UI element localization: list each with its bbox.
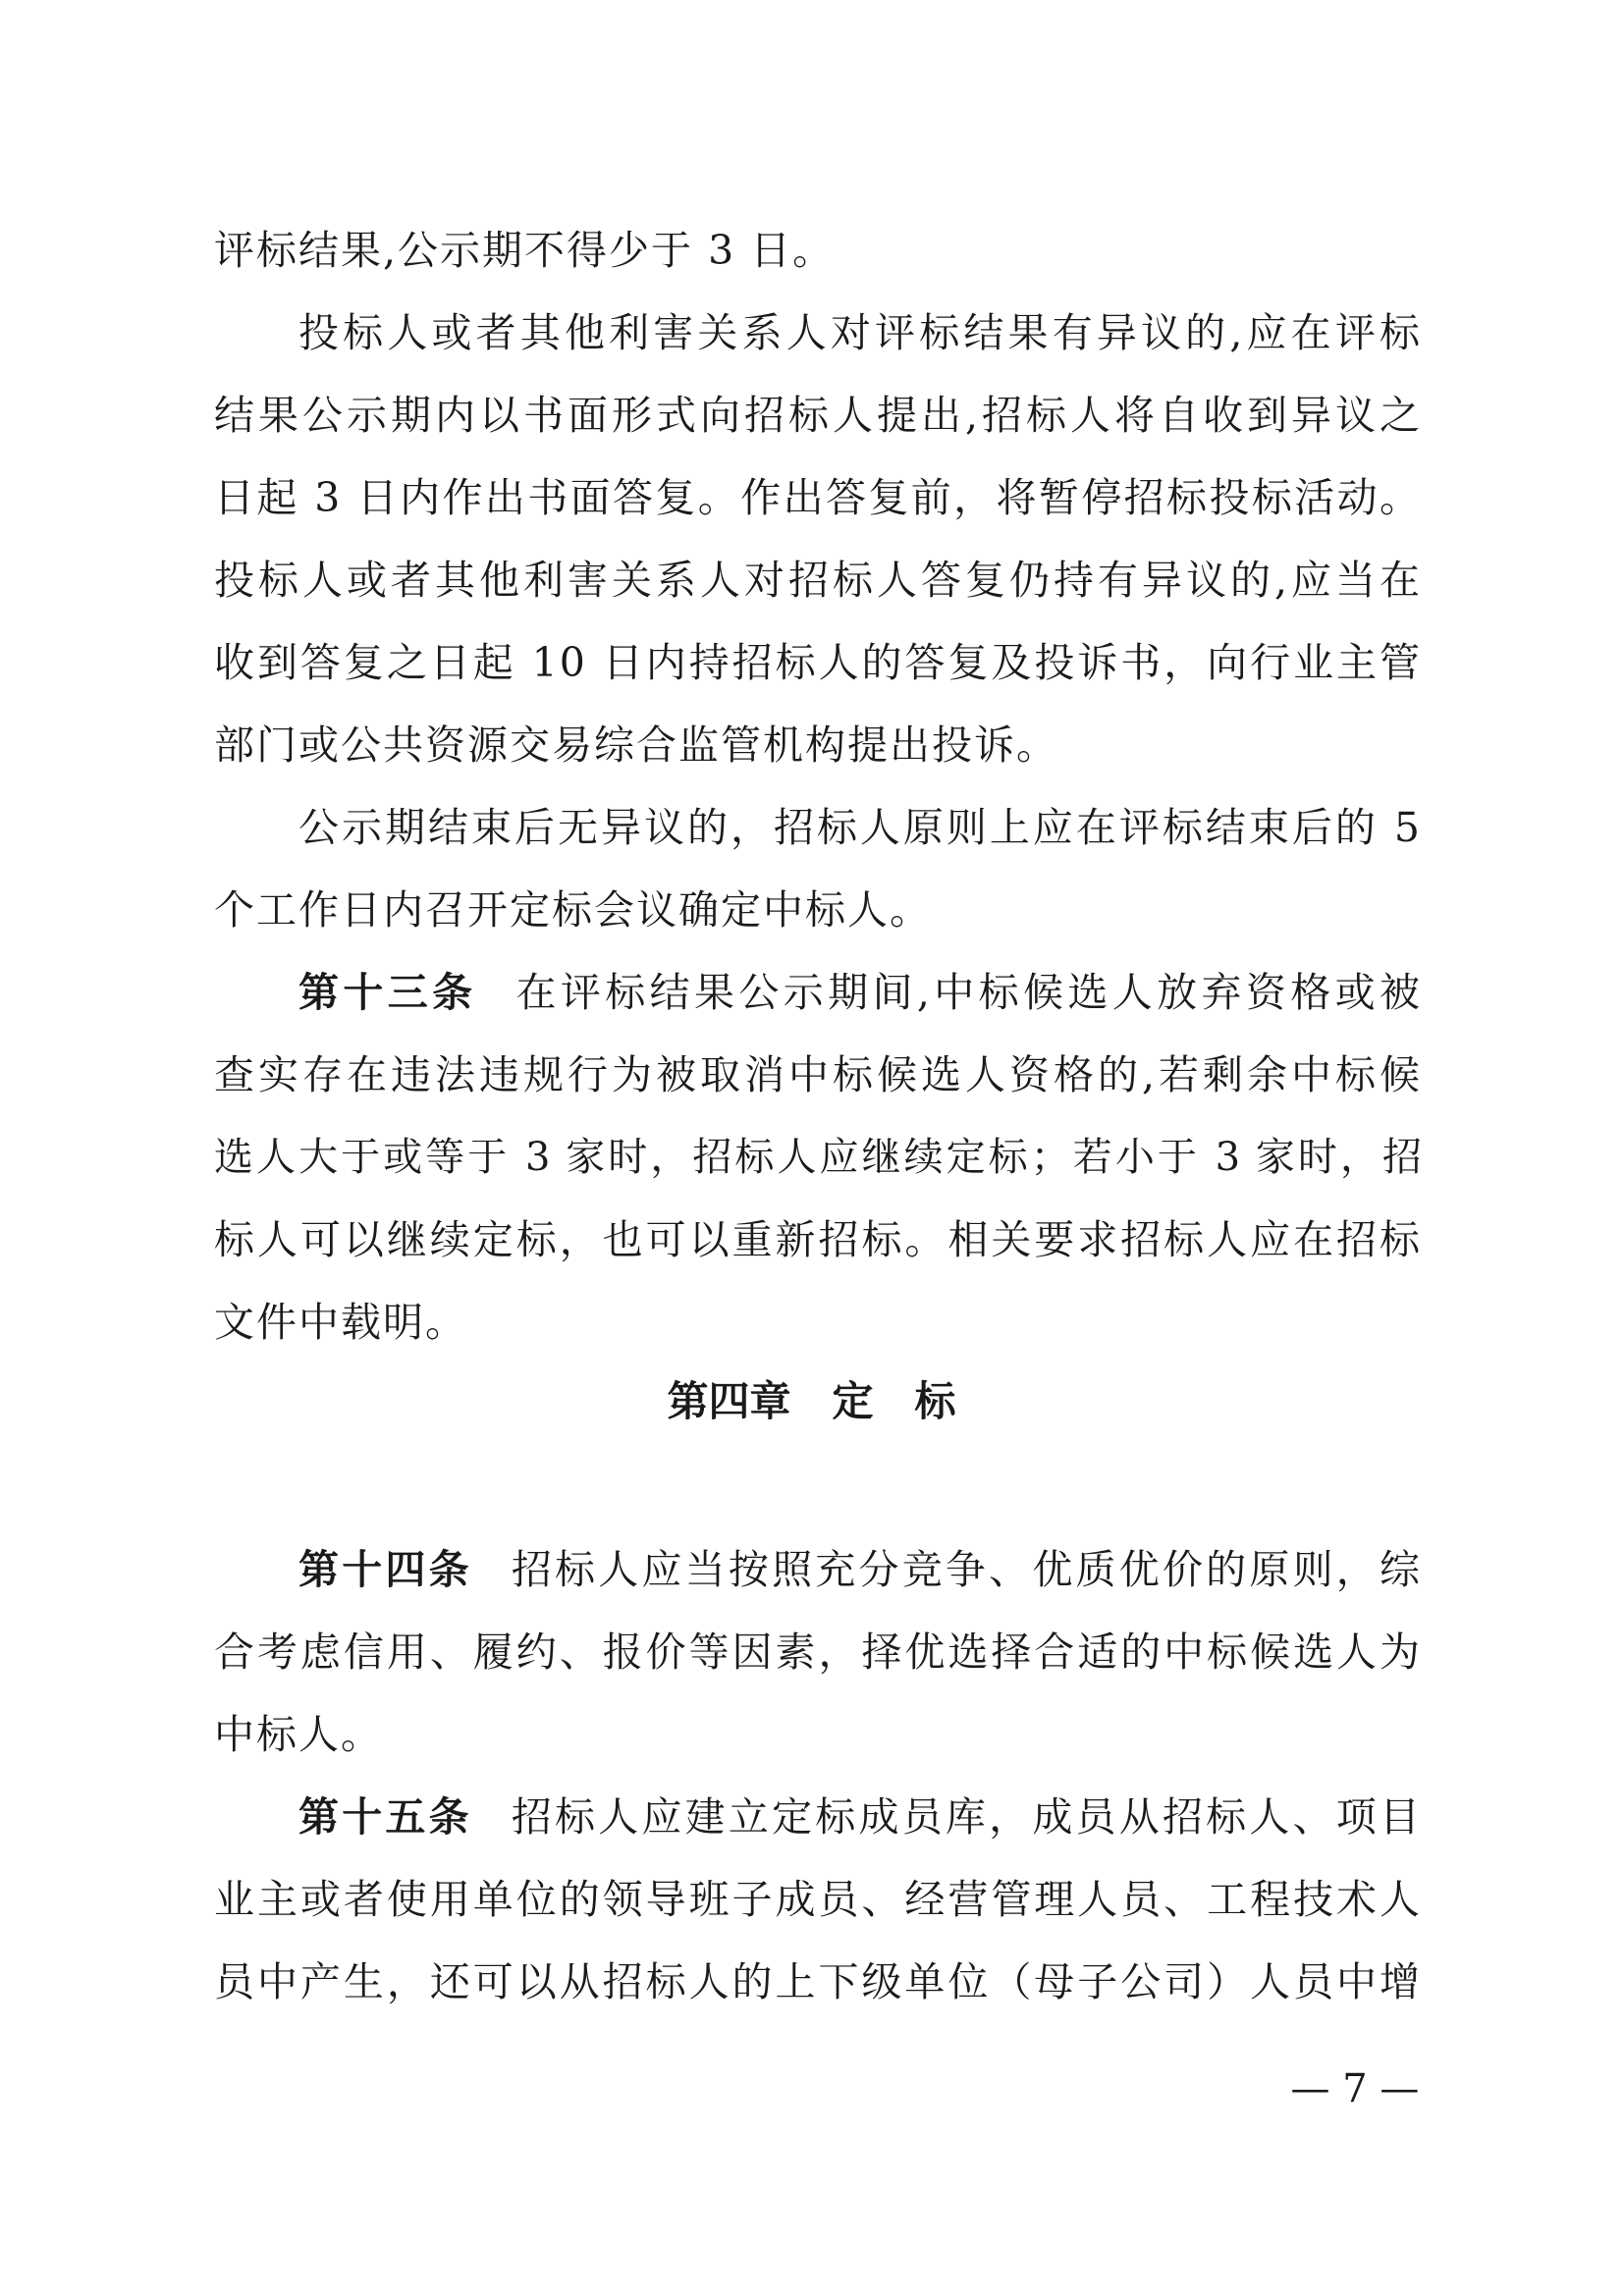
article-text: 招标人应当按照充分竞争、优质优价的原则，综	[511, 1546, 1423, 1593]
paragraph-line: 标人可以继续定标，也可以重新招标。相关要求招标人应在招标	[214, 1216, 1422, 1263]
paragraph-line: 日起 3 日内作出书面答复。作出答复前，将暂停招标投标活动。	[214, 474, 1422, 521]
paragraph-line: 部门或公共资源交易综合监管机构提出投诉。	[214, 721, 1058, 769]
article-first-line	[298, 1528, 1422, 1611]
article-text: 在评标结果公示期间,中标候选人放弃资格或被	[515, 969, 1423, 1016]
page-number: — 7 —	[1290, 2066, 1420, 2111]
paragraph-line: 中标人。	[214, 1711, 383, 1758]
paragraph-line: 评标结果,公示期不得少于 3 日。	[214, 227, 836, 274]
chapter-heading: 第四章 定 标	[667, 1377, 956, 1425]
article-number: 第十四条	[298, 1546, 472, 1593]
paragraph-line: 投标人或者其他利害关系人对招标人答复仍持有异议的,应当在	[214, 557, 1422, 604]
paragraph-line: 选人大于或等于 3 家时，招标人应继续定标；若小于 3 家时，招	[214, 1135, 1422, 1180]
paragraph-line: 公示期结束后无异议的，招标人原则上应在评标结束后的 5	[298, 804, 1422, 851]
paragraph-line: 业主或者使用单位的领导班子成员、经营管理人员、工程技术人	[214, 1876, 1422, 1923]
paragraph-line: 收到答复之日起 10 日内持招标人的答复及投诉书，向行业主管	[214, 639, 1422, 686]
paragraph-line: 结果公示期内以书面形式向招标人提出,招标人将自收到异议之	[214, 392, 1422, 439]
article-first-line	[298, 1776, 1422, 1858]
paragraph-line: 文件中载明。	[214, 1299, 467, 1346]
paragraph-line: 合考虑信用、履约、报价等因素，择优选择合适的中标候选人为	[214, 1629, 1422, 1676]
paragraph-line: 查实存在违法违规行为被取消中标候选人资格的,若剩余中标候	[214, 1051, 1422, 1098]
article-text: 招标人应建立定标成员库，成员从招标人、项目	[511, 1793, 1423, 1841]
article-first-line	[298, 951, 1422, 1034]
article-number: 第十三条	[298, 969, 477, 1016]
article-number: 第十五条	[298, 1793, 472, 1841]
paragraph-line: 员中产生，还可以从招标人的上下级单位（母子公司）人员中增	[214, 1958, 1422, 2005]
paragraph-line: 个工作日内召开定标会议确定中标人。	[214, 886, 932, 934]
paragraph-line: 投标人或者其他利害关系人对评标结果有异议的,应在评标	[298, 309, 1422, 356]
